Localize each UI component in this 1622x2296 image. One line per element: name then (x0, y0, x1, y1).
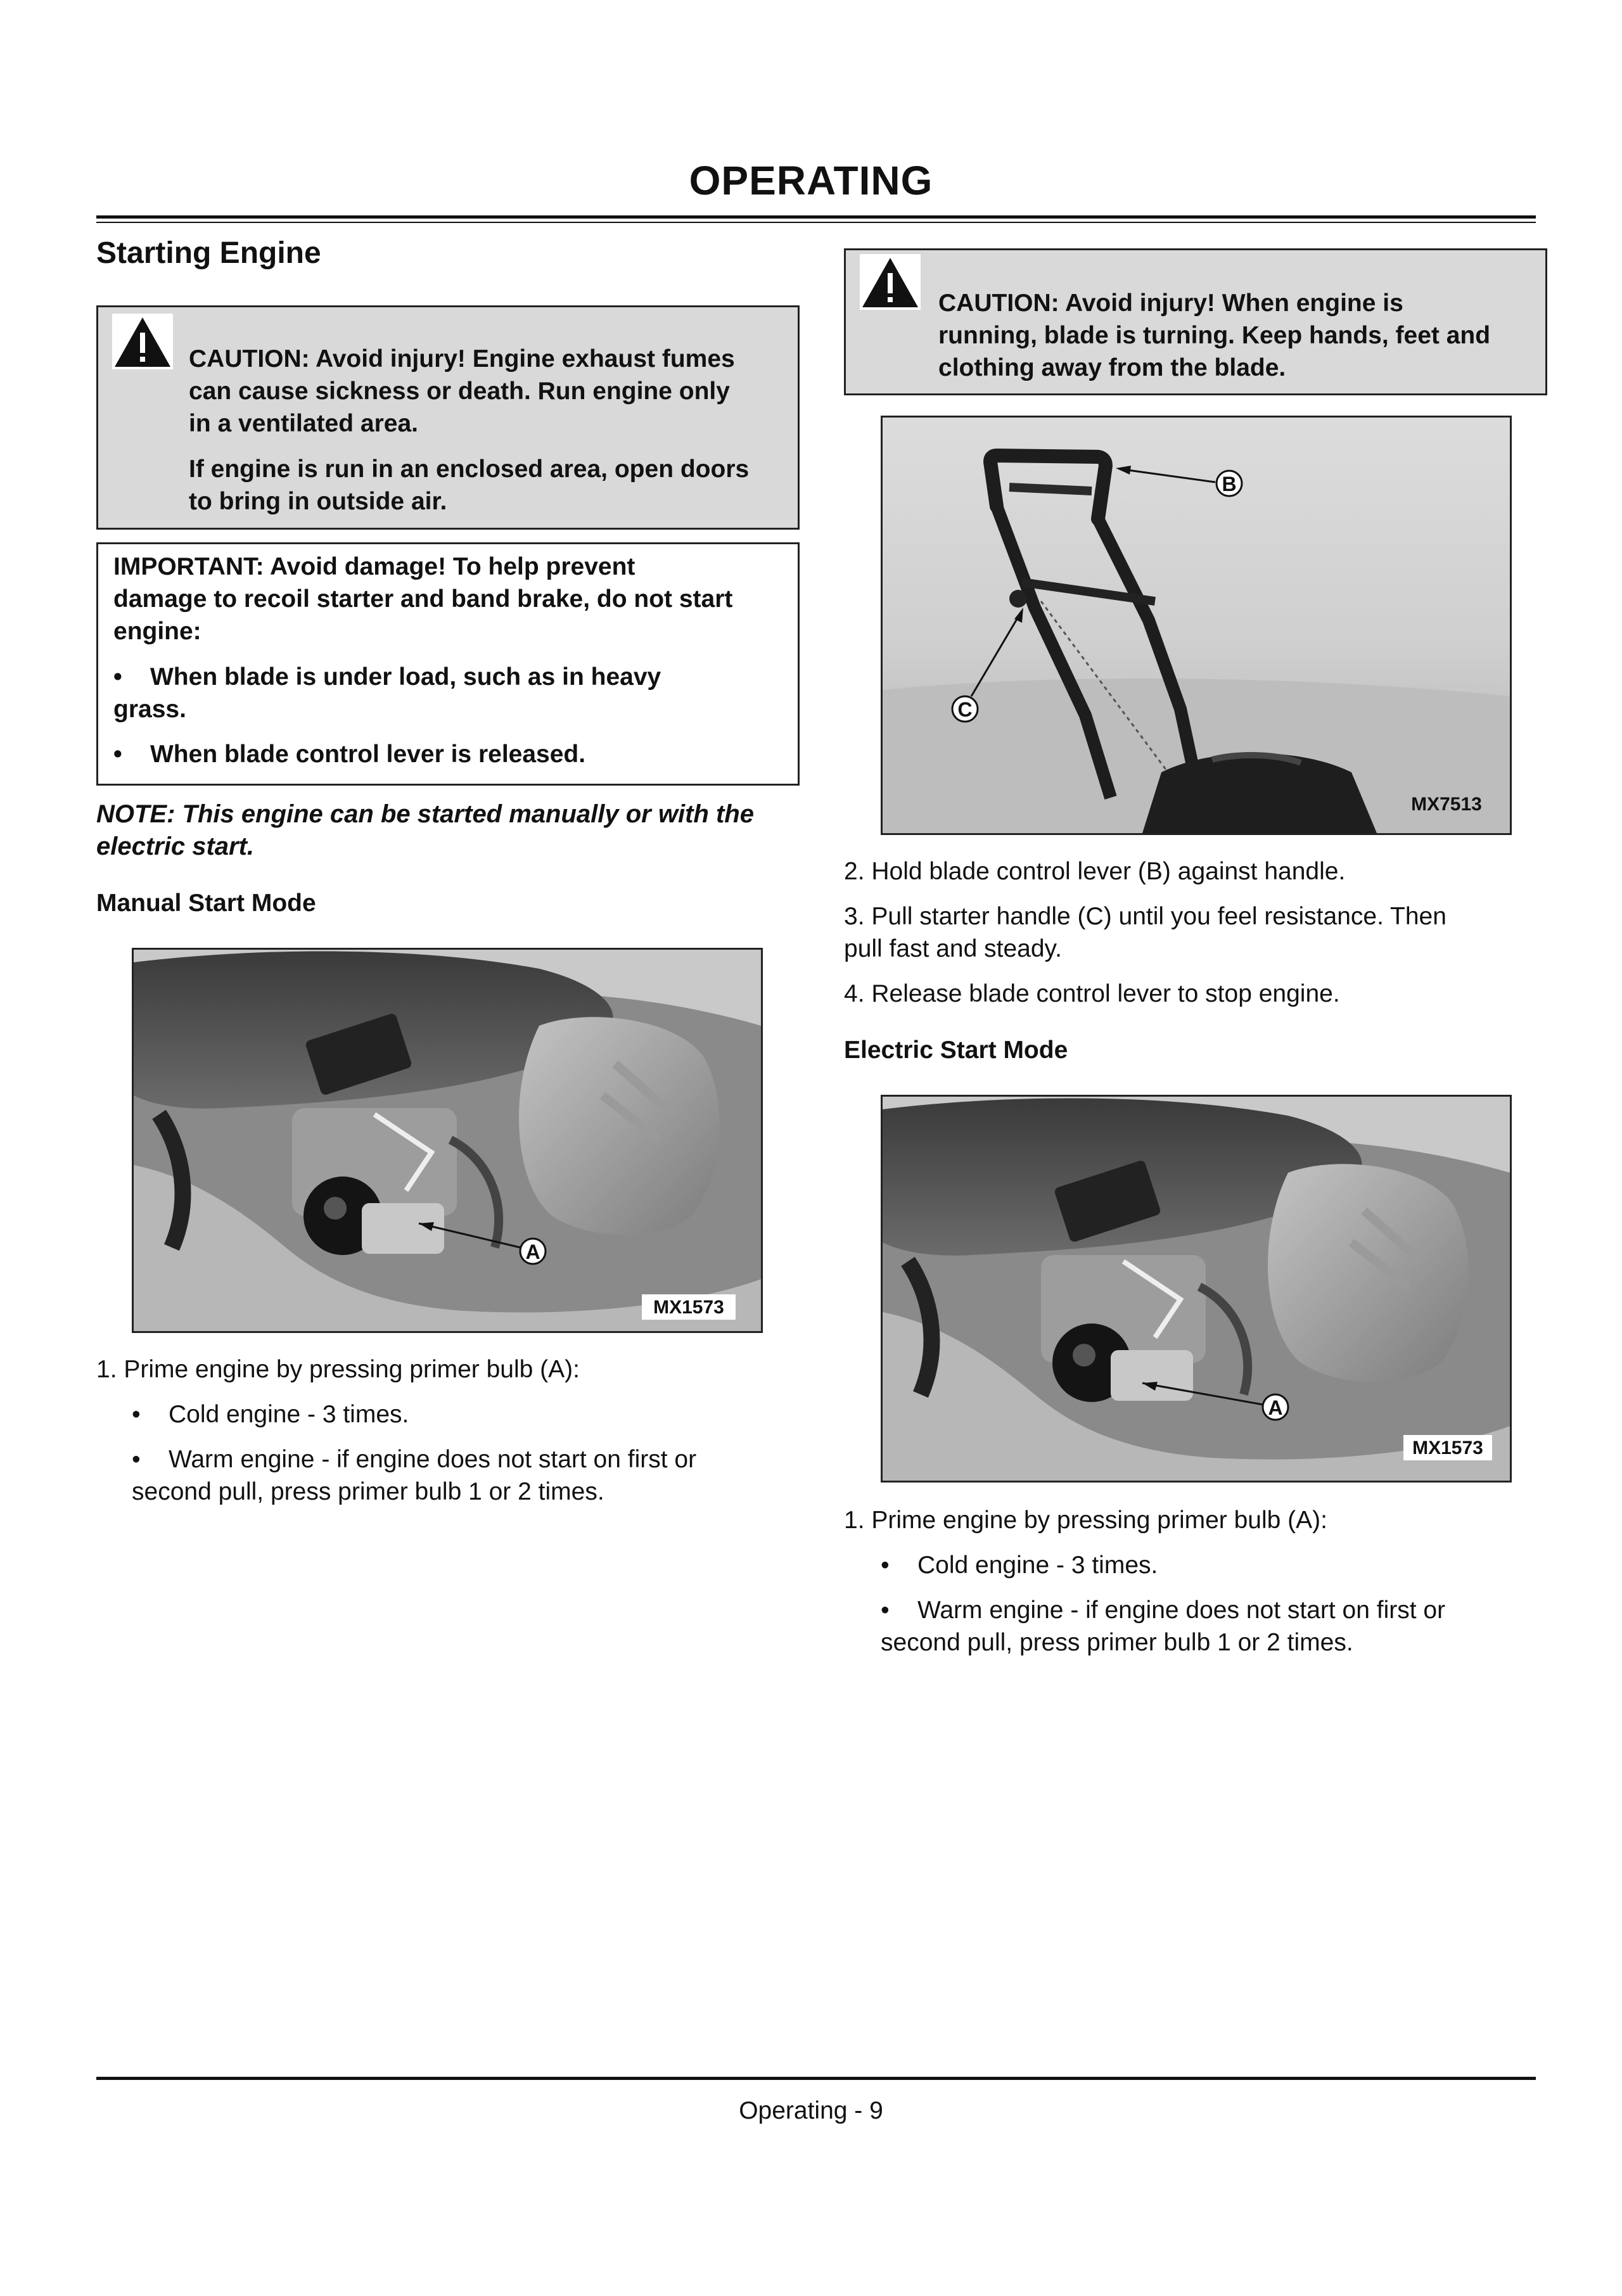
step-1-bullet: • Warm engine - if engine does not start on first or (881, 1597, 1446, 1624)
step-3: 3. Pull starter handle (C) until you feel resistance. Then (844, 903, 1446, 930)
caution-line: to bring in outside air. (189, 488, 447, 515)
important-bullet: • When blade control lever is released. (113, 741, 586, 768)
important-bullet: • When blade is under load, such as in heavy (113, 663, 661, 691)
step-1: 1. Prime engine by pressing primer bulb (A): (844, 1507, 1327, 1534)
page-title: OPERATING (689, 158, 933, 203)
step-1-bullet-cont: second pull, press primer bulb 1 or 2 times. (881, 1629, 1353, 1656)
step-1-bullet: • Warm engine - if engine does not start on first or (132, 1446, 697, 1473)
manual-start-heading: Manual Start Mode (96, 890, 316, 917)
warning-triangle-icon (860, 254, 921, 310)
section-title: Starting Engine (96, 236, 321, 270)
footer-rule (96, 2077, 1536, 2080)
engine-photo-manual (132, 948, 763, 1333)
caution-line: can cause sickness or death. Run engine only (189, 378, 730, 405)
callout-a: A (1268, 1396, 1283, 1419)
step-1-bullet-cont: second pull, press primer bulb 1 or 2 times. (132, 1478, 604, 1505)
caution-line: running, blade is turning. Keep hands, feet and (938, 322, 1491, 349)
header-rule-thin (96, 222, 1536, 223)
step-1: 1. Prime engine by pressing primer bulb (A): (96, 1356, 580, 1383)
step-3-cont: pull fast and steady. (844, 935, 1062, 962)
callout-b: B (1222, 473, 1237, 495)
caution-box-blade (844, 248, 1547, 395)
important-box (96, 542, 800, 786)
engine-photo-image (883, 1097, 1510, 1481)
photo-code: MX1573 (1412, 1438, 1483, 1458)
important-line: engine: (113, 618, 201, 645)
caution-line: CAUTION: Avoid injury! When engine is (938, 290, 1403, 317)
note-line: electric start. (96, 832, 255, 860)
caution-line: If engine is run in an enclosed area, open doors (189, 456, 750, 483)
caution-line: in a ventilated area. (189, 410, 418, 437)
electric-start-heading: Electric Start Mode (844, 1036, 1068, 1064)
photo-code: MX7513 (1411, 794, 1482, 815)
engine-photo-image (134, 950, 761, 1331)
mower-photo-image (883, 418, 1510, 833)
important-bullet-cont: grass. (113, 696, 186, 723)
photo-code: MX1573 (653, 1297, 724, 1318)
important-line: damage to recoil starter and band brake, do not start (113, 585, 733, 613)
step-1-bullet: • Cold engine - 3 times. (132, 1401, 409, 1428)
step-1-bullet: • Cold engine - 3 times. (881, 1552, 1158, 1579)
caution-line: clothing away from the blade. (938, 354, 1286, 381)
page-number: Operating - 9 (739, 2097, 883, 2124)
callout-c: C (957, 698, 973, 721)
callout-a: A (525, 1240, 540, 1263)
note-line: NOTE: This engine can be started manually or with the (96, 800, 754, 828)
important-line: IMPORTANT: Avoid damage! To help prevent (113, 553, 635, 580)
caution-line: CAUTION: Avoid injury! Engine exhaust fumes (189, 345, 735, 373)
header-rule (96, 215, 1536, 219)
engine-photo-electric (881, 1095, 1512, 1483)
step-4: 4. Release blade control lever to stop engine. (844, 980, 1340, 1007)
step-2: 2. Hold blade control lever (B) against handle. (844, 858, 1346, 885)
mower-handle-photo (881, 416, 1512, 835)
warning-triangle-icon (112, 314, 173, 369)
caution-box-exhaust (96, 305, 800, 530)
